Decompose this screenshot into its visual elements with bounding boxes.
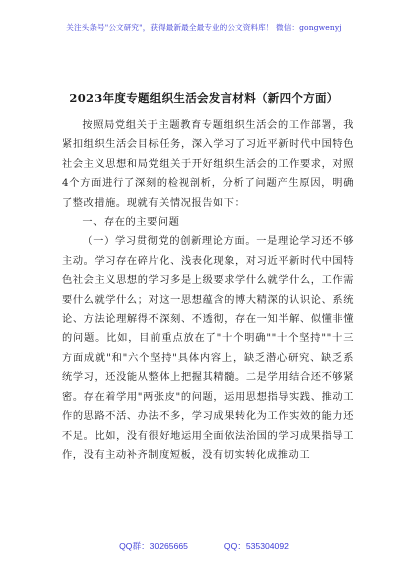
document-body — [62, 116, 354, 465]
footer-qq-group: QQ群：30265665 — [119, 541, 188, 551]
footer-contact — [0, 540, 408, 552]
body-paragraph: （一）学习贯彻党的创新理论方面。一是理论学习还不够主动。学习存在碎片化、浅表化现象，对习近平新时代中国特色社会主义思想的学习多是上级要求学什么就学什么，工作需要什么就学什么；对这一思想蕴含的博大精深的认识论、系统论、方法论理解得不深刻、不透彻，存在一知半解、似懂非懂的问题。比如，目前重点放在了"十个明确""十个坚持""十三方面成就"和"六个坚持"具体内容上，缺乏潜心研究、缺乏系统学习，还没能从整体上把握其精髓。二是学用结合还不够紧密。存在着学用"两张皮"的问题，运用思想指导实践、推动工作的思路不活、办法不多，学习成果转化为工作实效的能力还不足。比如，没有很好地运用全面依法治国的学习成果指导工作，没有主动补齐制度短板，没有切实转化成推动工 — [62, 236, 354, 461]
footer-qq: QQ：535304092 — [223, 541, 289, 551]
document-title: 2023年度专题组织生活会发言材料（新四个方面） — [69, 91, 339, 105]
section-heading: 一、存在的主要问题 — [82, 217, 180, 229]
intro-paragraph: 按照局党组关于主题教育专题组织生活会的工作部署，我紧扣组织生活会目标任务，深入学习了习近平新时代中国特色社会主义思想和局党组关于开好组织生活会的工作要求，对照4个方面进行了深刻的检视剖析，分析了问题产生原因，明确了整改措施。现就有关情况报告如下： — [62, 120, 354, 209]
header-promo-note: 关注头条号"公文研究"，获得最新最全最专业的公文资料库！ 微信：gongwenyj — [66, 23, 342, 32]
